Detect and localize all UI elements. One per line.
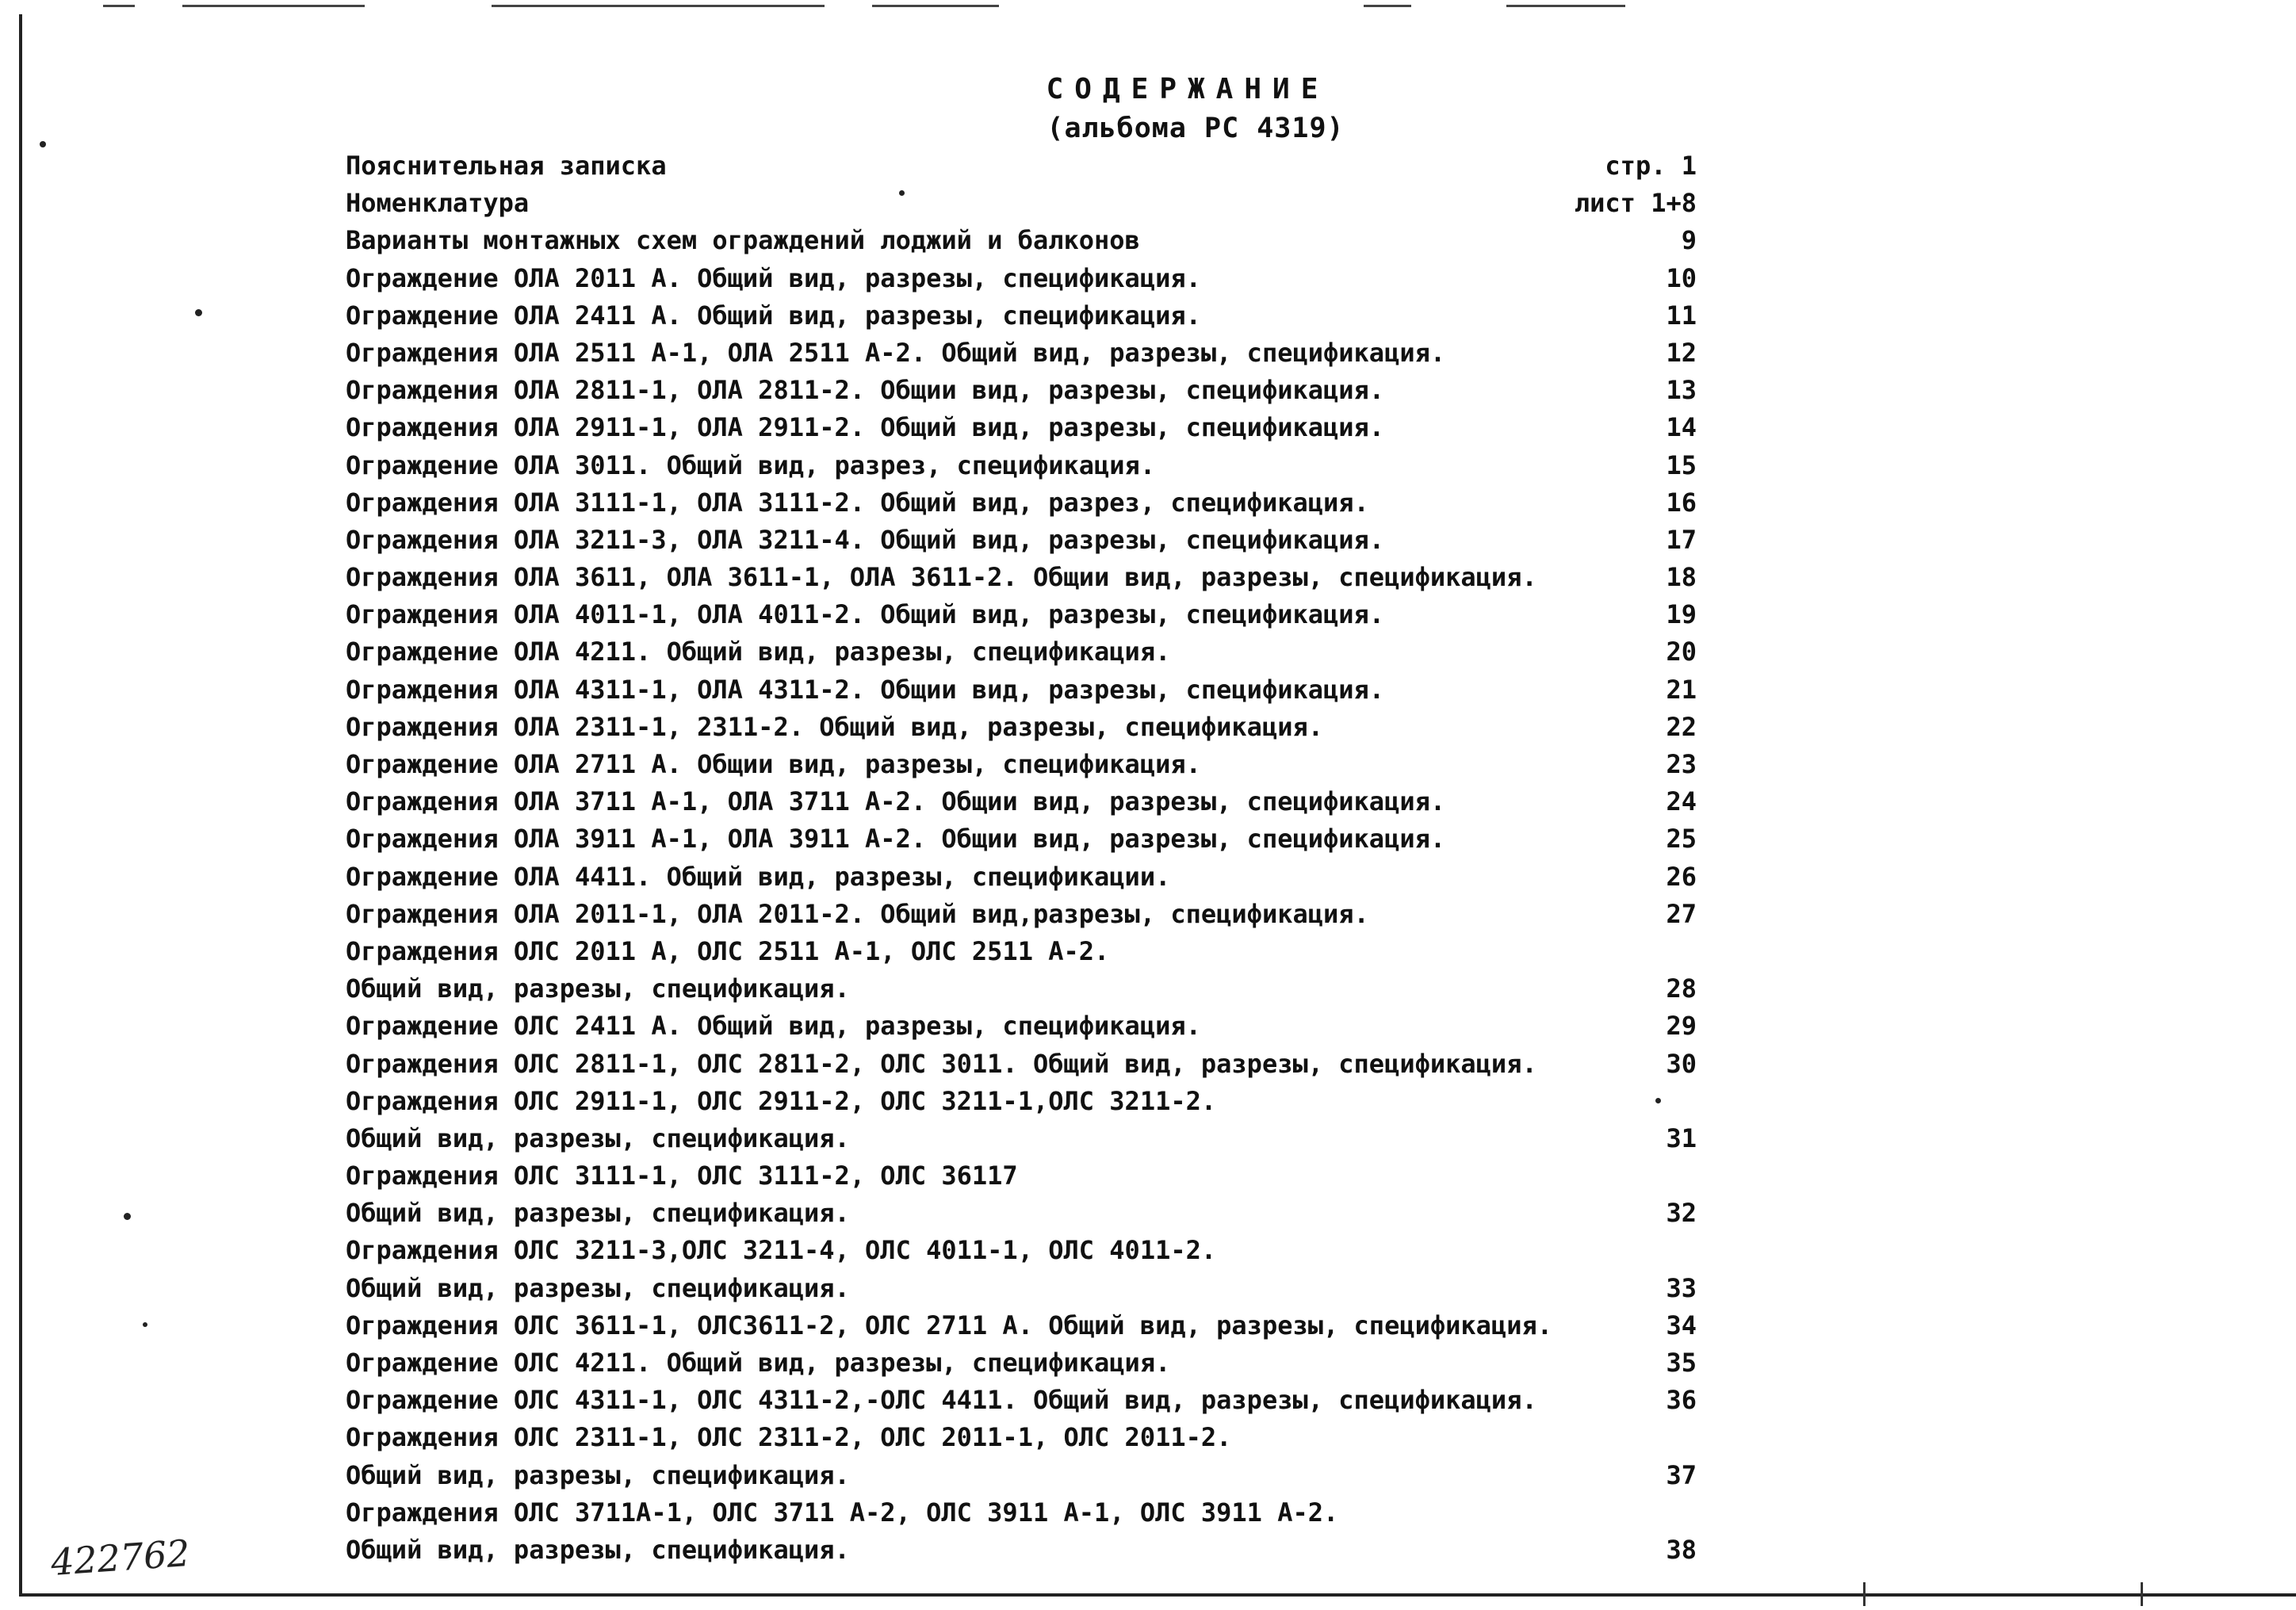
toc-entry-page: 36 — [1666, 1385, 1697, 1416]
scan-mark — [872, 5, 999, 7]
toc-entry-title: Ограждение ОЛА 3011. Общий вид, разрез, спецификация. — [346, 449, 1156, 480]
toc-entry-title: Ограждения ОЛА 2811-1, ОЛА 2811-2. Общии вид, разрезы, спецификация. — [346, 375, 1385, 406]
toc-entry-title: Ограждения ОЛА 2911-1, ОЛА 2911-2. Общий вид, разрезы, спецификация. — [346, 412, 1385, 443]
toc-entry-title: Ограждение ОЛА 2411 А. Общий вид, разрезы, спецификация. — [346, 300, 1201, 331]
toc-row — [346, 1157, 1697, 1195]
toc-entry-page: 33 — [1666, 1272, 1697, 1303]
toc-entry-title: Ограждения ОЛА 2511 А-1, ОЛА 2511 А-2. Общий вид, разрезы, спецификация. — [346, 337, 1446, 368]
toc-entry-title: Ограждения ОЛА 2311-1, 2311-2. Общий вид, разрезы, спецификация. — [346, 711, 1323, 742]
toc-row — [346, 447, 1697, 484]
toc-entry-title: Ограждения ОЛА 3611, ОЛА 3611-1, ОЛА 3611-2. Общии вид, разрезы, спецификация. — [346, 562, 1537, 593]
toc-entry-title: Ограждения ОЛА 3111-1, ОЛА 3111-2. Общий вид, разрез, спецификация. — [346, 487, 1369, 518]
toc-entry-title: Ограждения ОЛА 4311-1, ОЛА 4311-2. Общии вид, разрезы, спецификация. — [346, 674, 1385, 705]
toc-row — [346, 1307, 1697, 1344]
scan-speck — [124, 1213, 131, 1220]
toc-entry-title: Ограждения ОЛС 3111-1, ОЛС 3111-2, ОЛС 36117 — [346, 1161, 1018, 1191]
toc-entry-page: 21 — [1666, 674, 1697, 705]
toc-entry-page: 16 — [1666, 487, 1697, 518]
toc-entry-page: 11 — [1666, 300, 1697, 331]
toc-entry-title: Общий вид, разрезы, спецификация. — [346, 1198, 850, 1229]
table-of-contents — [346, 147, 1697, 1569]
toc-row — [346, 222, 1697, 259]
toc-row — [346, 559, 1697, 596]
toc-row — [346, 1494, 1697, 1532]
toc-row — [346, 709, 1697, 746]
toc-entry-title: Номенклатура — [346, 188, 530, 219]
toc-row — [346, 933, 1697, 970]
toc-row — [346, 970, 1697, 1008]
toc-entry-title: Ограждения ОЛА 4011-1, ОЛА 4011-2. Общий вид, разрезы, спецификация. — [346, 599, 1385, 630]
toc-entry-title: Ограждения ОЛС 2011 А, ОЛС 2511 А-1, ОЛС 2511 А-2. — [346, 935, 1110, 966]
toc-entry-page: 12 — [1666, 337, 1697, 368]
scan-mark — [103, 5, 135, 7]
toc-entry-page: 22 — [1666, 711, 1697, 742]
toc-row — [346, 1046, 1697, 1083]
toc-entry-title: Общий вид, разрезы, спецификация. — [346, 1272, 850, 1303]
toc-entry-title: Ограждение ОЛС 4311-1, ОЛС 4311-2,-ОЛС 4411. Общий вид, разрезы, спецификация. — [346, 1385, 1537, 1416]
toc-row — [346, 1344, 1697, 1382]
toc-entry-title: Ограждения ОЛС 2811-1, ОЛС 2811-2, ОЛС 3011. Общий вид, разрезы, спецификация. — [346, 1048, 1537, 1079]
toc-entry-title: Ограждения ОЛА 2011-1, ОЛА 2011-2. Общий вид,разрезы, спецификация. — [346, 898, 1369, 929]
frame-left-border — [19, 14, 22, 1595]
toc-entry-page: 10 — [1666, 262, 1697, 293]
toc-row — [346, 596, 1697, 633]
toc-entry-title: Варианты монтажных схем ограждений лоджий и балконов — [346, 225, 1140, 256]
toc-row — [346, 147, 1697, 185]
toc-row — [346, 1195, 1697, 1232]
scan-mark — [492, 5, 825, 7]
toc-entry-page: 9 — [1681, 225, 1697, 256]
toc-entry-page: 20 — [1666, 637, 1697, 667]
toc-entry-title: Ограждения ОЛС 2911-1, ОЛС 2911-2, ОЛС 3211-1,ОЛС 3211-2. — [346, 1085, 1217, 1116]
toc-entry-page: 17 — [1666, 524, 1697, 555]
scan-speck — [143, 1322, 147, 1327]
scan-mark — [1506, 5, 1625, 7]
toc-row — [346, 1120, 1697, 1157]
toc-entry-page: 37 — [1666, 1459, 1697, 1490]
toc-row — [346, 1457, 1697, 1494]
toc-row — [346, 820, 1697, 858]
toc-entry-page: лист 1+8 — [1574, 188, 1697, 219]
toc-entry-page: 25 — [1666, 824, 1697, 855]
scan-mark — [1863, 1582, 1866, 1606]
toc-entry-page: 14 — [1666, 412, 1697, 443]
toc-entry-page: 31 — [1666, 1122, 1697, 1153]
scan-speck — [195, 309, 202, 316]
toc-entry-title: Общий вид, разрезы, спецификация. — [346, 1122, 850, 1153]
toc-row — [346, 409, 1697, 446]
toc-entry-page: 27 — [1666, 898, 1697, 929]
toc-entry-title: Ограждения ОЛА 3911 А-1, ОЛА 3911 А-2. Общии вид, разрезы, спецификация. — [346, 824, 1446, 855]
toc-row — [346, 1532, 1697, 1569]
toc-entry-title: Ограждения ОЛС 3711А-1, ОЛС 3711 А-2, ОЛС 3911 А-1, ОЛС 3911 А-2. — [346, 1497, 1339, 1528]
scan-mark — [2141, 1582, 2143, 1606]
toc-row — [346, 896, 1697, 933]
toc-entry-title: Общий вид, разрезы, спецификация. — [346, 1459, 850, 1490]
toc-entry-title: Ограждения ОЛА 3211-3, ОЛА 3211-4. Общий вид, разрезы, спецификация. — [346, 524, 1385, 555]
toc-row — [346, 260, 1697, 297]
handwritten-inventory-number: 422762 — [49, 1531, 192, 1585]
toc-row — [346, 1382, 1697, 1419]
toc-entry-page: 19 — [1666, 599, 1697, 630]
toc-entry-page: 32 — [1666, 1198, 1697, 1229]
toc-row — [346, 1270, 1697, 1307]
toc-entry-title: Ограждение ОЛС 2411 А. Общий вид, разрезы, спецификация. — [346, 1011, 1201, 1042]
toc-row — [346, 185, 1697, 222]
toc-row — [346, 633, 1697, 671]
toc-entry-title: Общий вид, разрезы, спецификация. — [346, 1534, 850, 1565]
toc-entry-page: 26 — [1666, 861, 1697, 892]
toc-entry-title: Ограждение ОЛА 2711 А. Общии вид, разрезы, спецификация. — [346, 749, 1201, 779]
toc-row — [346, 859, 1697, 896]
toc-entry-page: 29 — [1666, 1011, 1697, 1042]
toc-row — [346, 1083, 1697, 1120]
toc-entry-title: Ограждения ОЛС 3211-3,ОЛС 3211-4, ОЛС 4011-1, ОЛС 4011-2. — [346, 1235, 1217, 1266]
toc-row — [346, 671, 1697, 709]
toc-row — [346, 1232, 1697, 1269]
toc-row — [346, 335, 1697, 372]
toc-row — [346, 522, 1697, 559]
toc-row — [346, 297, 1697, 335]
toc-entry-title: Ограждения ОЛА 3711 А-1, ОЛА 3711 А-2. Общии вид, разрезы, спецификация. — [346, 786, 1446, 817]
toc-row — [346, 372, 1697, 409]
toc-row — [346, 1419, 1697, 1456]
scan-mark — [182, 5, 365, 7]
toc-entry-title: Ограждения ОЛС 2311-1, ОЛС 2311-2, ОЛС 2011-1, ОЛС 2011-2. — [346, 1422, 1232, 1453]
toc-entry-page: 24 — [1666, 786, 1697, 817]
toc-entry-page: 23 — [1666, 749, 1697, 779]
toc-row — [346, 783, 1697, 820]
toc-row — [346, 746, 1697, 783]
toc-entry-title: Ограждение ОЛА 4211. Общий вид, разрезы, спецификация. — [346, 637, 1171, 667]
toc-entry-page: 28 — [1666, 973, 1697, 1004]
toc-entry-page: 18 — [1666, 562, 1697, 593]
page-title: СОДЕРЖАНИЕ — [1046, 73, 1330, 105]
toc-entry-title: Ограждение ОЛА 2011 А. Общий вид, разрезы, спецификация. — [346, 262, 1201, 293]
toc-entry-page: 15 — [1666, 449, 1697, 480]
toc-entry-title: Ограждение ОЛА 4411. Общий вид, разрезы, спецификации. — [346, 861, 1171, 892]
toc-entry-page: 13 — [1666, 375, 1697, 406]
toc-entry-page: стр. 1 — [1605, 151, 1697, 181]
toc-entry-title: Пояснительная записка — [346, 151, 667, 181]
toc-entry-page: 38 — [1666, 1534, 1697, 1565]
toc-row — [346, 1008, 1697, 1045]
toc-entry-page: 30 — [1666, 1048, 1697, 1079]
toc-entry-page: 34 — [1666, 1310, 1697, 1340]
toc-row — [346, 484, 1697, 522]
frame-bottom-border — [19, 1593, 2296, 1597]
scan-mark — [1364, 5, 1411, 7]
page-subtitle: (альбома РС 4319) — [1047, 113, 1345, 144]
toc-entry-title: Ограждения ОЛС 3611-1, ОЛС3611-2, ОЛС 2711 А. Общий вид, разрезы, спецификация. — [346, 1310, 1552, 1340]
toc-entry-page: 35 — [1666, 1348, 1697, 1378]
toc-entry-title: Общий вид, разрезы, спецификация. — [346, 973, 850, 1004]
toc-entry-title: Ограждение ОЛС 4211. Общий вид, разрезы, спецификация. — [346, 1348, 1171, 1378]
